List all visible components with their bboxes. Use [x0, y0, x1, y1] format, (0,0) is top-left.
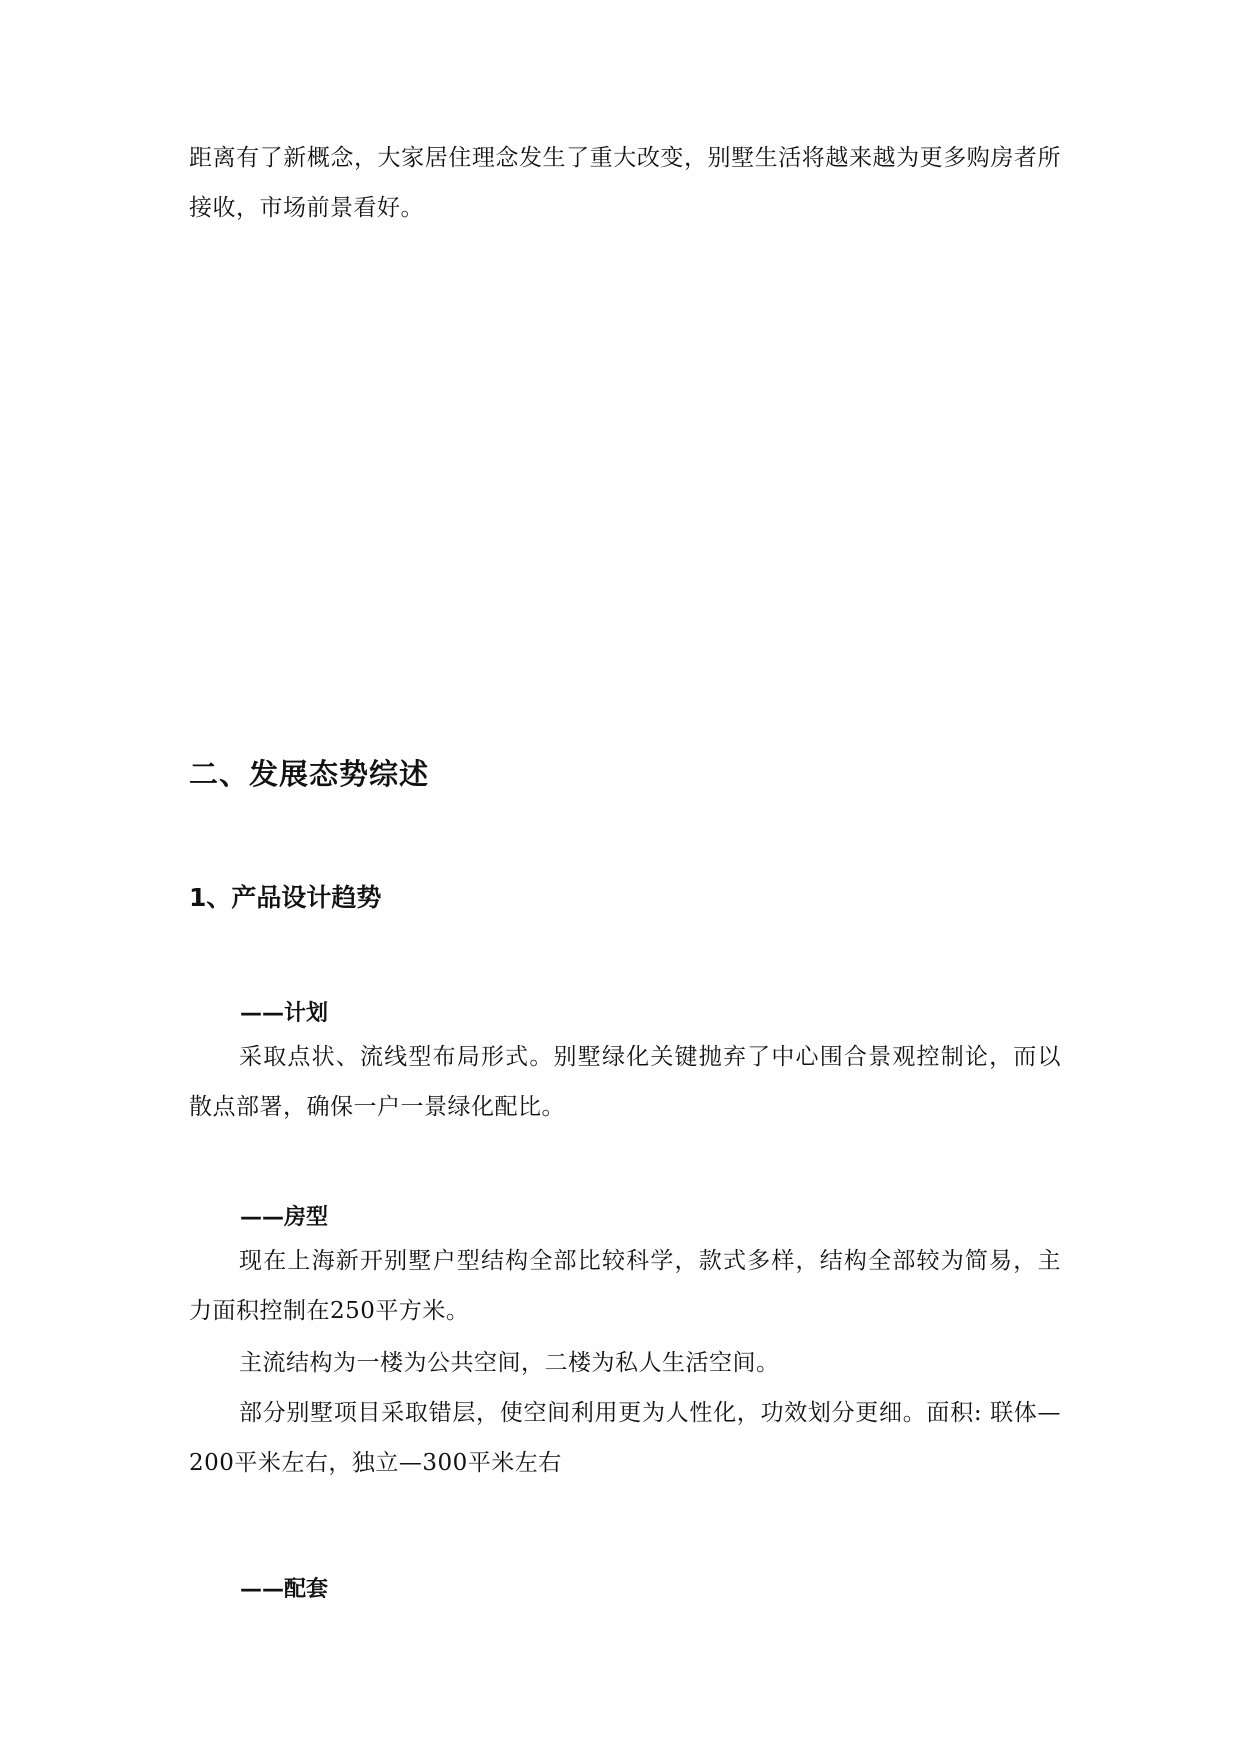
- intro-paragraph: 距离有了新概念，大家居住理念发生了重大改变，别墅生活将越来越为更多购房者所接收，市场前景看好。: [189, 145, 1061, 221]
- supporting-heading: ——配套: [240, 1577, 329, 1602]
- subsection-title: 1、产品设计趋势: [189, 883, 382, 912]
- house-type-paragraph-1: 现在上海新开别墅户型结构全部比较科学，款式多样，结构全部较为简易，主力面积控制在250平方米。: [189, 1248, 1061, 1324]
- house-type-paragraph-3: 部分别墅项目采取错层，使空间利用更为人性化，功效划分更细。面积: 联体—200平米左右，独立—300平米左右: [189, 1400, 1061, 1476]
- planning-heading: ——计划: [240, 1001, 329, 1026]
- planning-paragraph: 采取点状、流线型布局形式。别墅绿化关键抛弃了中心围合景观控制论，而以散点部署，确保一户一景绿化配比。: [189, 1044, 1061, 1120]
- house-type-heading: ——房型: [240, 1205, 329, 1230]
- section-title: 二、发展态势综述: [189, 757, 430, 791]
- house-type-paragraph-2: 主流结构为一楼为公共空间，二楼为私人生活空间。: [239, 1350, 780, 1376]
